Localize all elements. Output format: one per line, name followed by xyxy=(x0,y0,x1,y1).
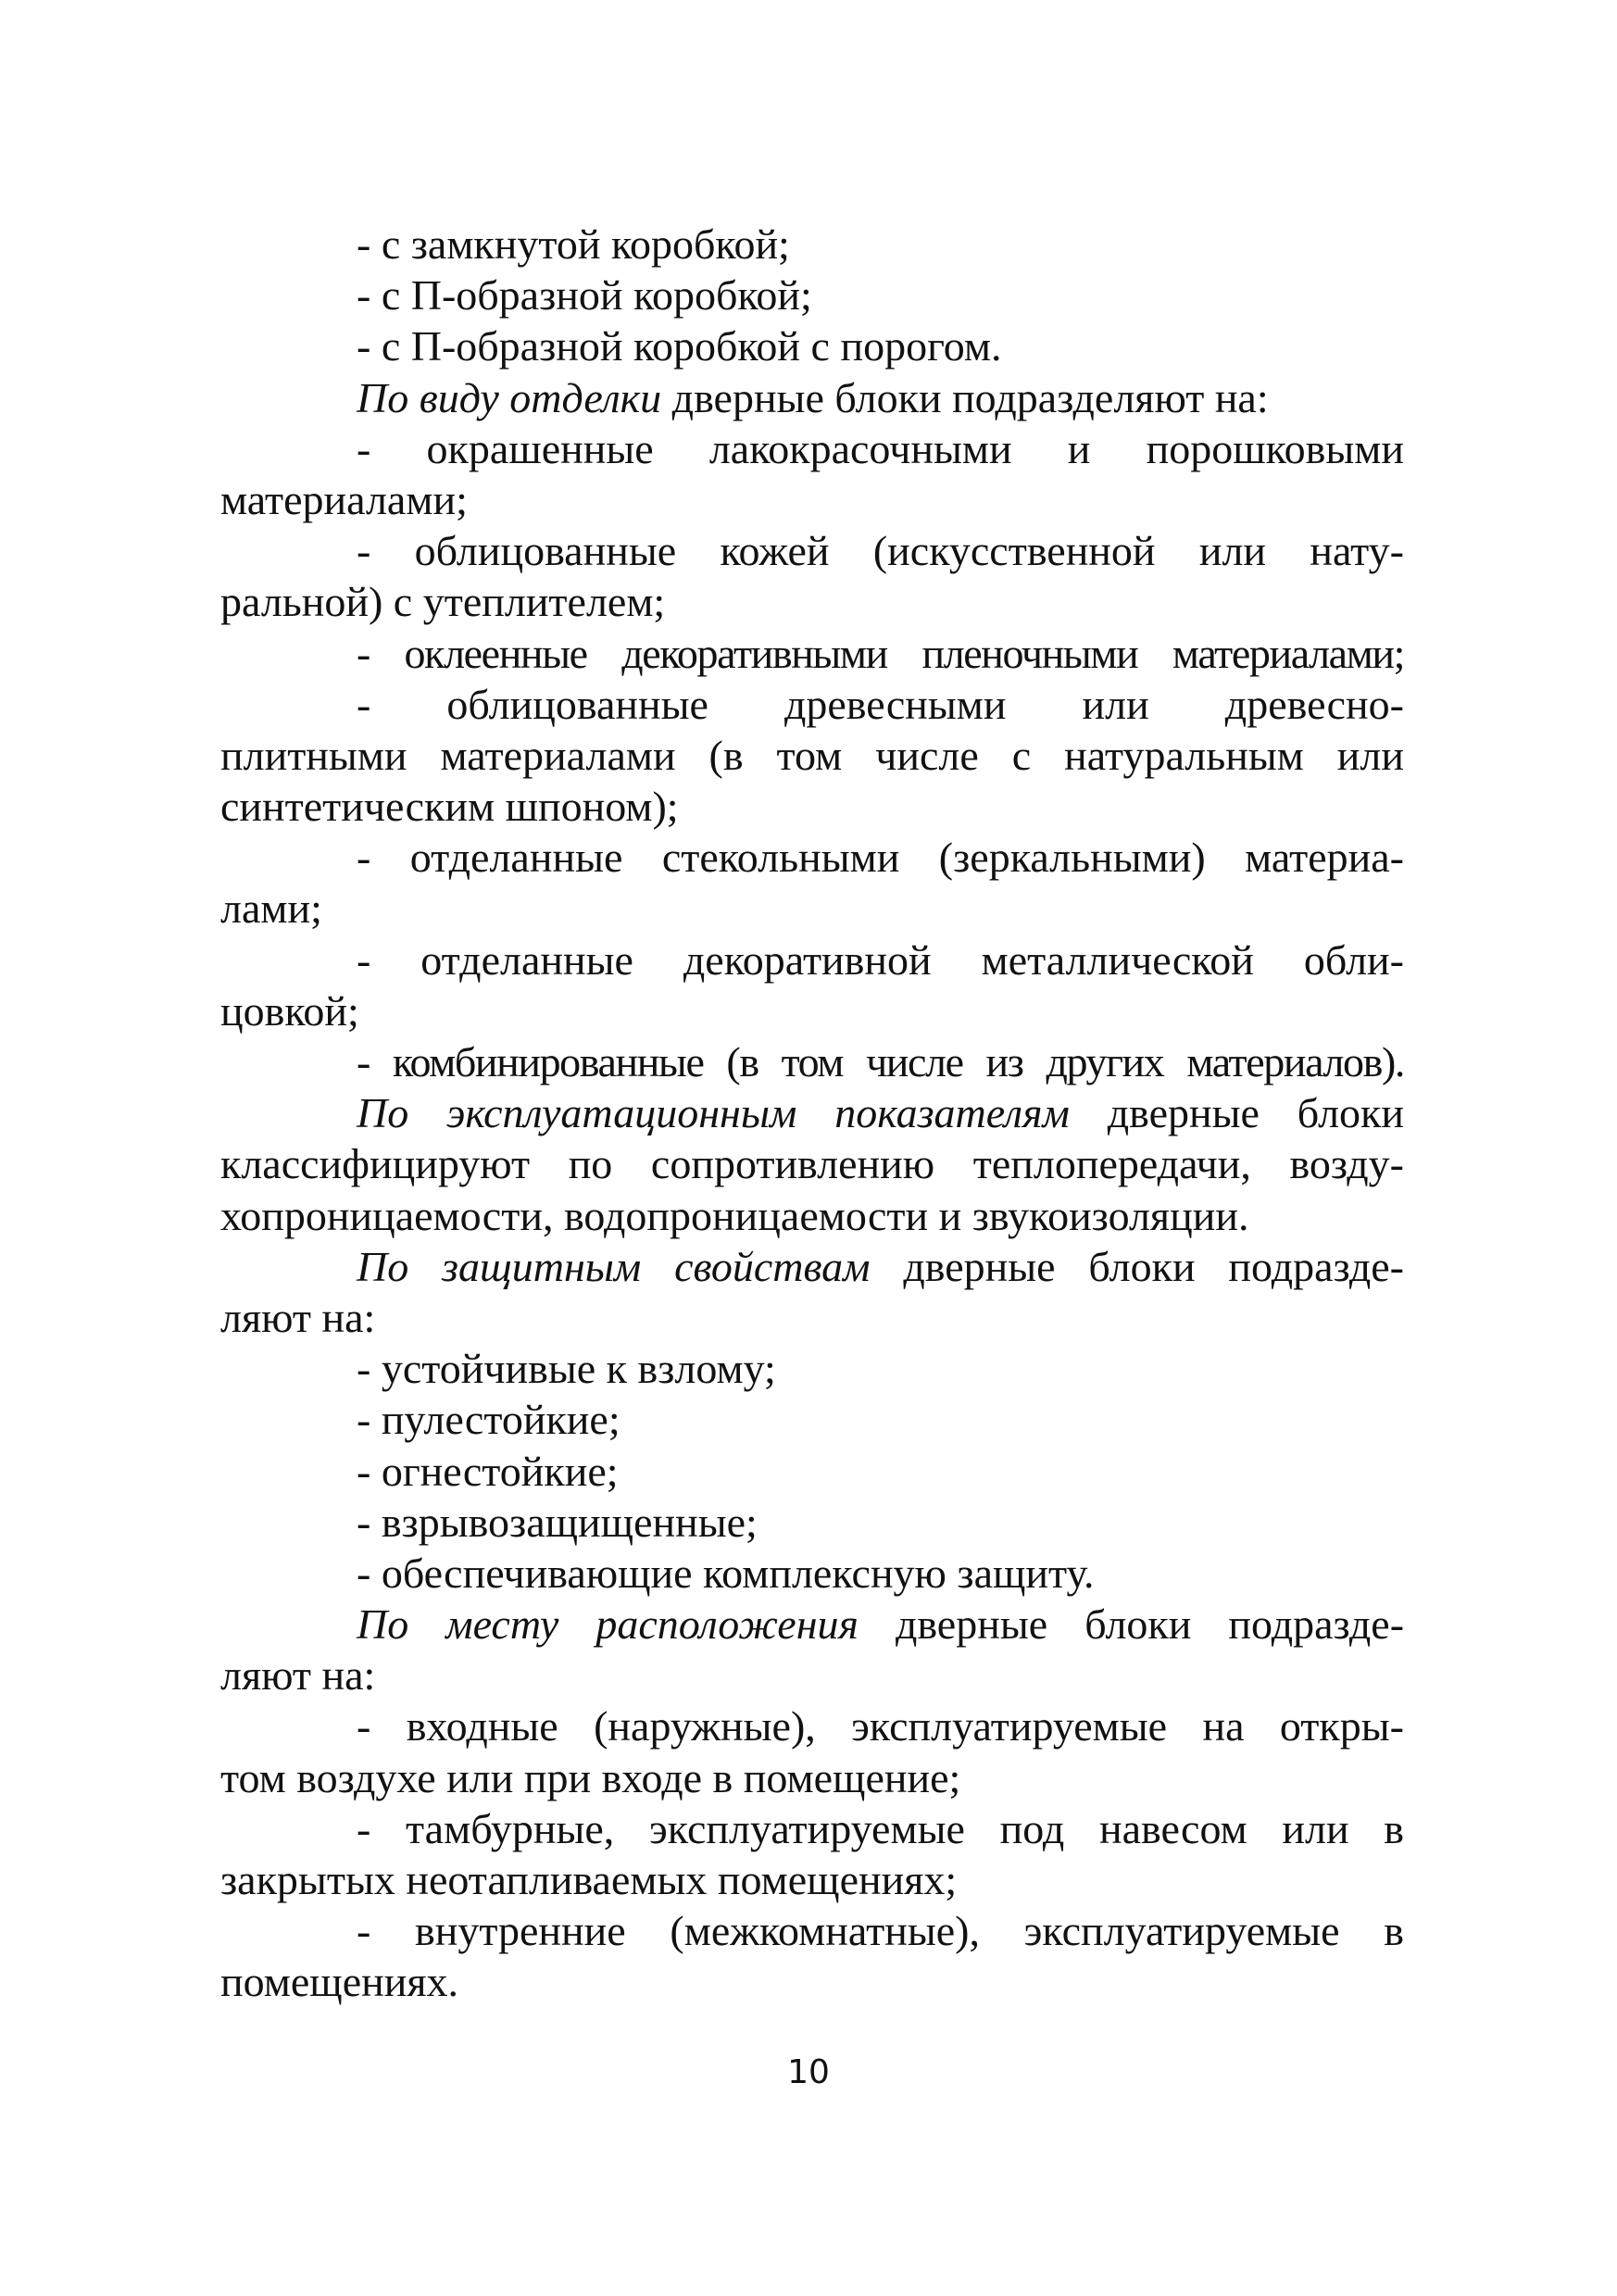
paragraph-operation xyxy=(220,1087,1404,1138)
italic-lead: По виду отделки xyxy=(357,373,662,421)
list-item: - устойчивые к взлому; xyxy=(357,1345,776,1393)
list-item: - облицованные кожей (искусственной или нату- xyxy=(357,527,1404,575)
list-item: - взрывозащищенные; xyxy=(357,1498,758,1546)
paragraph-text: дверные блоки xyxy=(1069,1089,1404,1137)
italic-lead: По эксплуатационным показателям xyxy=(357,1089,1070,1137)
paragraph-protection xyxy=(220,1241,1404,1292)
list-item: - пулестойкие; xyxy=(357,1396,620,1444)
list-item: - отделанные декоративной металлической обли- xyxy=(357,935,1404,984)
list-item: - обеспечивающие комплексную защиту. xyxy=(357,1549,1095,1597)
body-text xyxy=(220,219,1404,2008)
list-item: - внутренние (межкомнатные), эксплуатируемые в xyxy=(357,1907,1404,1955)
paragraph-text: дверные блоки подразделяют на: xyxy=(661,373,1269,421)
list-item: - тамбурные, эксплуатируемые под навесом или в xyxy=(357,1804,1404,1852)
list-item-continuation: закрытых неотапливаемых помещениях; xyxy=(220,1856,958,1903)
list-item: - входные (наружные), эксплуатируемые на откры- xyxy=(357,1702,1404,1750)
list-item-continuation: синтетическим шпоном); xyxy=(220,783,679,831)
list-item: - с замкнутой коробкой; xyxy=(357,220,790,268)
paragraph-finish-type xyxy=(220,372,1404,423)
list-item-continuation: помещениях. xyxy=(220,1958,458,2006)
list-item-continuation: плитными материалами (в том числе с натуральным или xyxy=(220,731,1404,779)
paragraph-location xyxy=(220,1599,1404,1650)
list-item: - с П-образной коробкой с порогом. xyxy=(357,322,1002,370)
paragraph-line: хопроницаемости, водопроницаемости и звукоизоляции. xyxy=(220,1191,1249,1239)
list-item: - окрашенные лакокрасочными и порошковыми xyxy=(357,424,1404,472)
list-item: - комбинированные (в том числе из других материалов). xyxy=(357,1038,1404,1085)
list-item-continuation: материалами; xyxy=(220,475,468,523)
italic-lead: По защитным свойствам xyxy=(357,1242,871,1290)
list-item: - облицованные древесными или древесно- xyxy=(357,680,1404,728)
list-item: - с П-образной коробкой; xyxy=(357,271,812,320)
page-number: 10 xyxy=(787,2053,830,2091)
list-item-continuation: том воздухе или при входе в помещение; xyxy=(220,1753,961,1801)
list-item-continuation: ральной) с утеплителем; xyxy=(220,578,666,626)
list-item: - оклеенные декоративными пленочными материалами; xyxy=(357,629,1404,677)
list-item-continuation: лами; xyxy=(220,885,322,933)
paragraph-line: классифицируют по сопротивлению теплопередачи, возду- xyxy=(220,1140,1404,1188)
paragraph-line: ляют на: xyxy=(220,1651,376,1700)
italic-lead: По месту расположения xyxy=(357,1600,859,1649)
list-item-continuation: цовкой; xyxy=(220,986,359,1035)
list-item: - отделанные стекольными (зеркальными) материа- xyxy=(357,834,1404,882)
paragraph-text: дверные блоки подразде- xyxy=(870,1242,1404,1290)
paragraph-line: ляют на: xyxy=(220,1293,376,1341)
list-item: - огнестойкие; xyxy=(357,1447,619,1495)
paragraph-text: дверные блоки подразде- xyxy=(858,1600,1405,1649)
